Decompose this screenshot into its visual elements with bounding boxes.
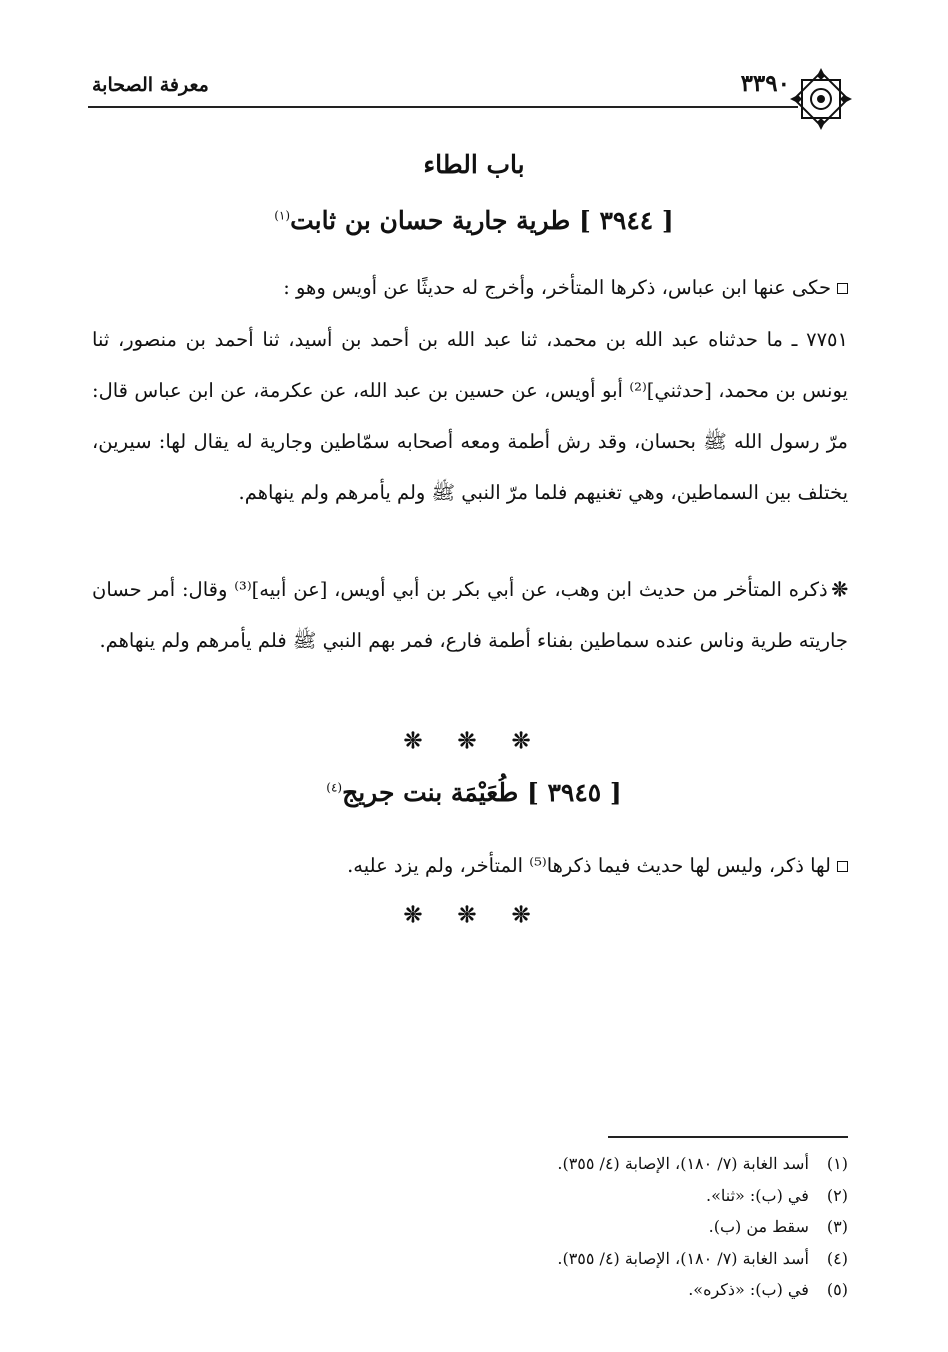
octagonal-ornament-icon — [788, 66, 854, 132]
page-number: ٣٣٩٠ — [740, 70, 790, 97]
header-divider — [88, 106, 798, 108]
footnote-number: (٢) — [826, 1185, 848, 1205]
entry-heading — [100, 206, 848, 235]
footnote-text: أسد الغابة (٧/ ١٨٠)، الإصابة (٤/ ٣٥٥). — [557, 1154, 809, 1173]
footnote-item — [328, 1274, 848, 1306]
footnote-item — [328, 1180, 848, 1212]
footnote-item — [328, 1243, 848, 1275]
running-title: معرفة الصحابة — [92, 74, 209, 96]
section-separator: ❊ ❊ ❊ — [403, 902, 545, 928]
footnote-item — [328, 1211, 848, 1243]
square-bullet-icon — [837, 283, 848, 294]
footnote-text: في (ب): «ثنا». — [705, 1185, 809, 1205]
entry-heading-text: [ ٣٩٤٤ ] طرية جارية حسان بن ثابت — [290, 206, 674, 235]
asterisk-icon: ❊ — [831, 578, 848, 601]
entry-intro-text: حكى عنها ابن عباس، ذكرها المتأخر، وأخرج له حديثًا عن أويس وهو : — [283, 276, 831, 299]
entry-heading — [100, 778, 848, 807]
entry-intro-paragraph — [92, 262, 848, 313]
footnote-ref: (٤) — [326, 780, 343, 795]
square-bullet-icon — [837, 861, 848, 872]
footnote-text: في (ب): «ذكره». — [688, 1280, 809, 1299]
entry-intro-paragraph — [92, 840, 848, 891]
footnotes-list — [328, 1148, 848, 1306]
footnote-number: (٤) — [826, 1248, 848, 1268]
footnote-text: أسد الغابة (٧/ ١٨٠)، الإصابة (٤/ ٣٥٥). — [557, 1248, 809, 1268]
entry-intro-text: لها ذكر، وليس لها حديث فيما ذكرها⁽⁵⁾ المتأخر، ولم يزد عليه. — [347, 854, 831, 877]
footnote-item — [328, 1148, 848, 1180]
footnote-divider — [608, 1136, 848, 1138]
entry-heading-text: [ ٣٩٤٥ ] طُعَيْمَة بنت جريج — [342, 778, 622, 807]
footnote-number: (٣) — [826, 1217, 848, 1236]
note-text: ذكره المتأخر من حديث ابن وهب، عن أبي بكر بن أبي أويس، [عن أبيه]⁽³⁾ وقال: أمر حسان جاريته طرية وناس عنده سماطين بفناء أطمة فارع، فمر بهم النبي ﷺ فلم يأمرهم ولم ينهاهم. — [92, 578, 848, 652]
chapter-title: باب الطاء — [423, 150, 525, 179]
footnote-text: سقط من (ب). — [708, 1217, 809, 1236]
footnote-number: (١) — [826, 1154, 848, 1173]
footnote-number: (٥) — [826, 1280, 848, 1299]
footnote-ref: (١) — [274, 208, 291, 223]
hadith-paragraph: ٧٧٥١ ـ ما حدثناه عبد الله بن محمد، ثنا عبد الله بن أحمد بن أسيد، ثنا أحمد بن منصور، ثنا يونس بن محمد، [حدثني]⁽²⁾ أبو أويس، عن حسين بن عبد الله، عن عكرمة، عن ابن عباس قال: مرّ رسول الله ﷺ بحسان، وقد رش أطمة ومعه أصحابه سمّاطين وجارية له يقال لها: سيرين، يختلف بين السماطين، وهي تغنيهم فلما مرّ النبي ﷺ ولم يأمرهم ولم ينهاهم. — [92, 328, 848, 504]
note-paragraph — [92, 564, 848, 666]
section-separator: ❊ ❊ ❊ — [403, 728, 545, 754]
